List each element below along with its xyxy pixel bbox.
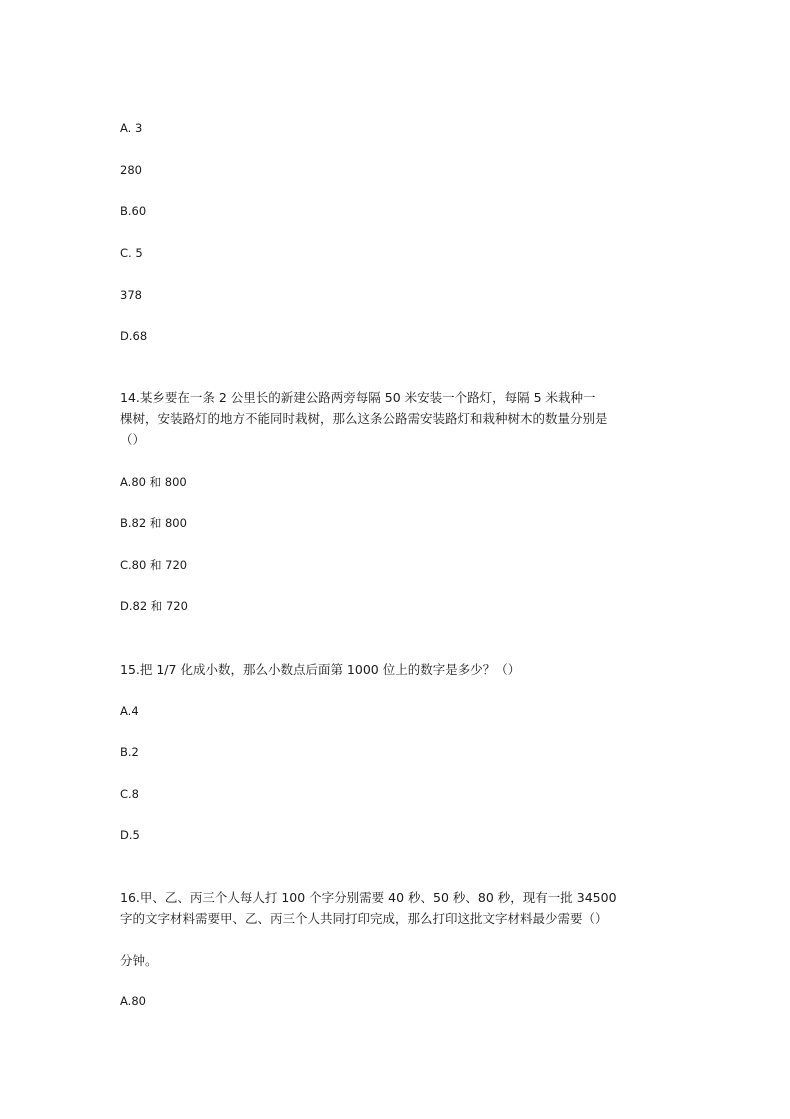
question-15: 15.把 1/7 化成小数，那么小数点后面第 1000 位上的数字是多少？（）: [120, 662, 521, 677]
question-16-line-1: 16.甲、乙、丙三个人每人打 100 个字分别需要 40 秒、50 秒、80 秒，现有一批 34500: [120, 890, 617, 905]
option-d-prev: D.68: [120, 329, 148, 343]
q14-option-b: B.82 和 800: [120, 516, 187, 530]
q15-option-d: D.5: [120, 828, 140, 842]
option-b-prev: B.60: [120, 204, 147, 218]
question-14-line-1: 14.某乡要在一条 2 公里长的新建公路两旁每隔 50 米安装一个路灯，每隔 5 米栽种一: [120, 390, 596, 405]
q16-option-a: A.80: [120, 994, 146, 1008]
q14-option-d: D.82 和 720: [120, 599, 188, 613]
question-16-line-2: 字的文字材料需要甲、乙、丙三个人共同打印完成，那么打印这批文字材料最少需要（）: [120, 911, 608, 926]
option-a-prev: A. 3: [120, 121, 143, 135]
q14-option-c: C.80 和 720: [120, 558, 188, 572]
value-line: 378: [120, 288, 142, 302]
q15-option-a: A.4: [120, 704, 139, 718]
q15-option-c: C.8: [120, 787, 140, 801]
question-14-line-2: 棵树，安装路灯的地方不能同时栽树，那么这条公路需安装路灯和栽种树木的数量分别是: [120, 411, 608, 426]
value-line: 280: [120, 163, 142, 177]
q14-option-a: A.80 和 800: [120, 475, 187, 489]
question-16-line-3: 分钟。: [120, 953, 158, 968]
question-14-line-3: （）: [120, 432, 146, 447]
q15-option-b: B.2: [120, 745, 139, 759]
option-c-prev: C. 5: [120, 246, 143, 260]
